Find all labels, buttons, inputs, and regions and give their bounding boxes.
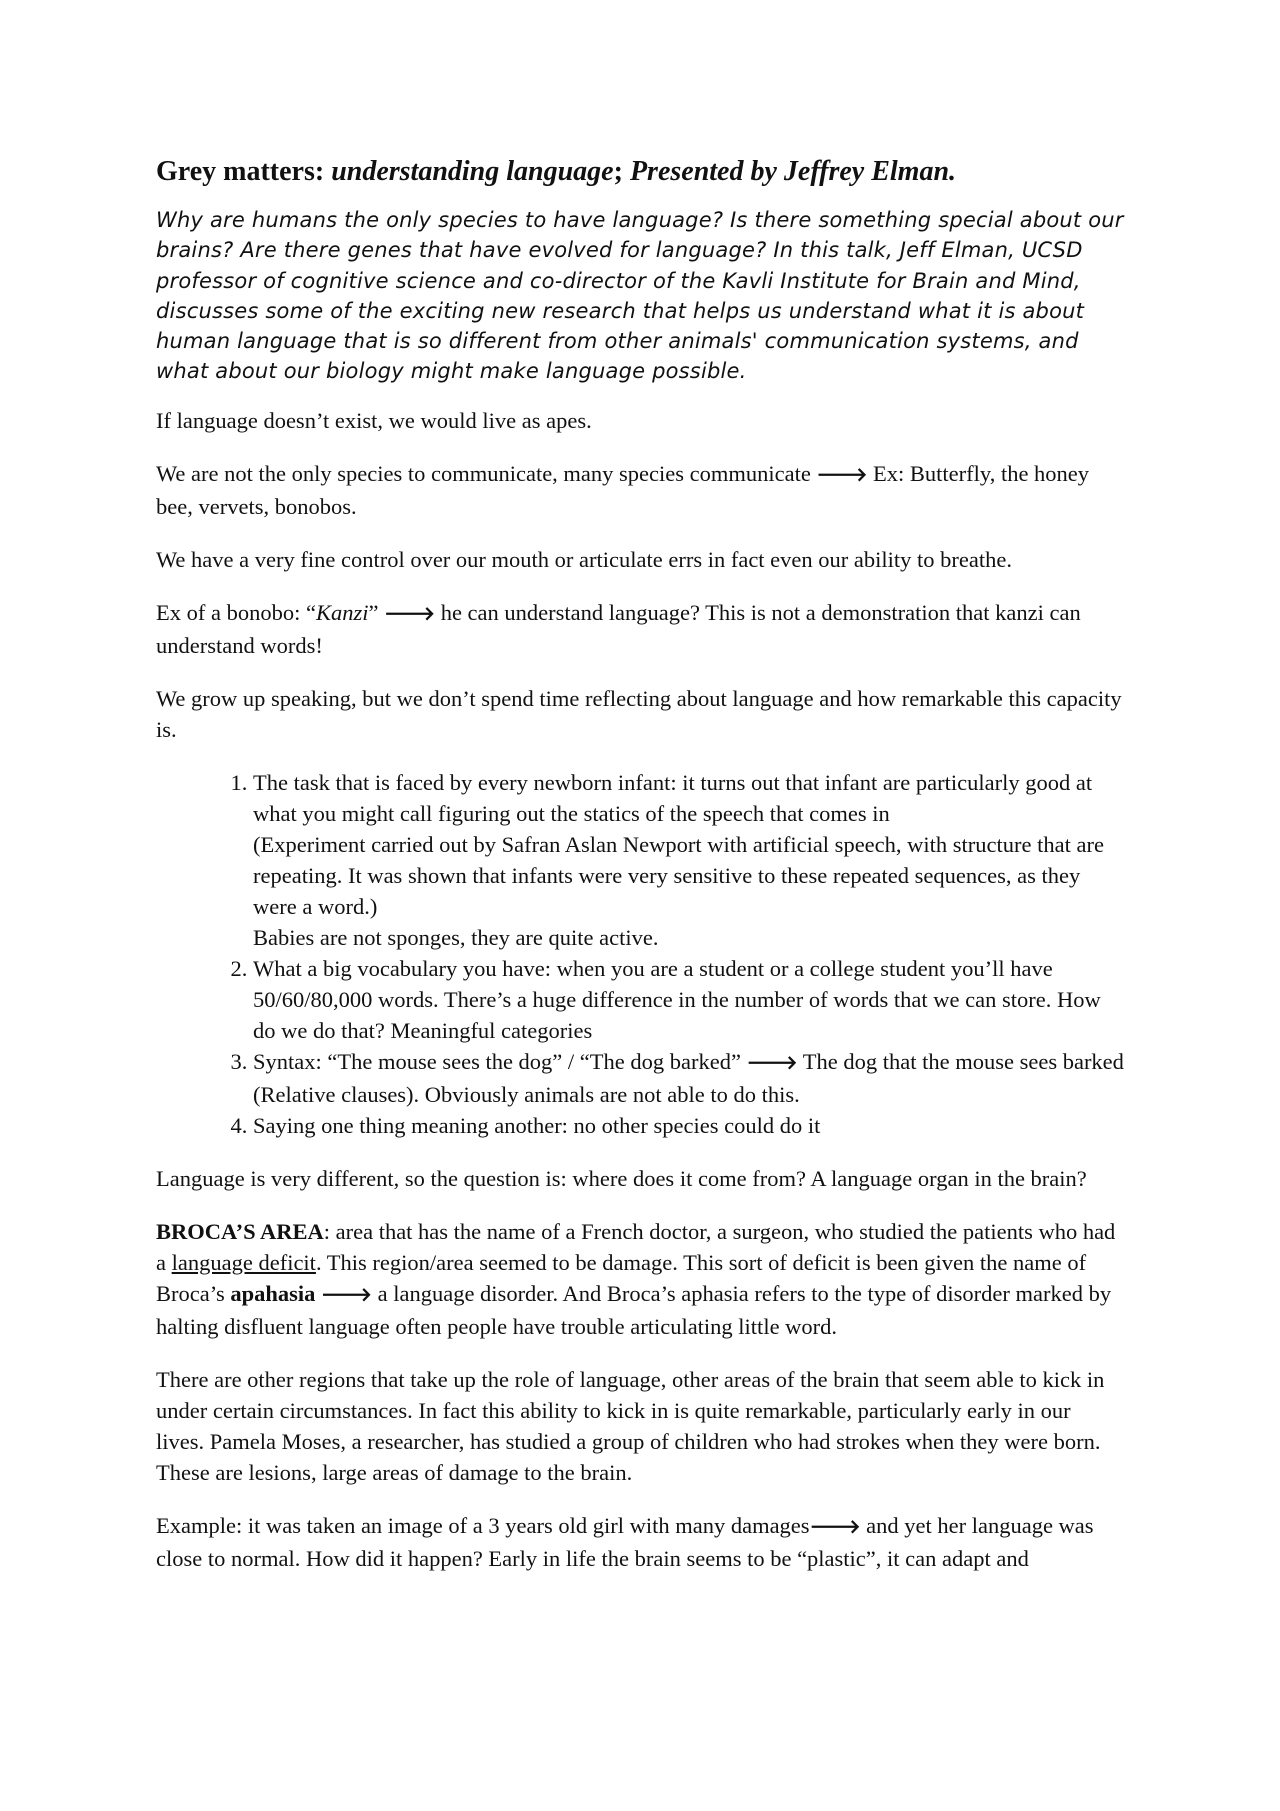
title-sep: ; — [613, 156, 630, 187]
list-item-1-babies: Babies are not sponges, they are quite active. — [253, 924, 659, 950]
kanzi-name: Kanzi — [315, 599, 369, 625]
paragraph-species-text-a: We are not the only species to communicate, many species communicate — [156, 460, 817, 486]
list-item-1-experiment: (Experiment carried out by Safran Aslan Newport with artificial speech, with structure that are repeating. It was shown that infants were very sensitive to these repeated sequences, as they were a word.) — [253, 831, 1104, 919]
paragraph-broca — [156, 1216, 1124, 1342]
list-item-1-text: The task that is faced by every newborn infant: it turns out that infant are particularly good at what you might call figuring out the statics of the speech that comes in — [253, 769, 1093, 826]
paragraph-example — [156, 1510, 1124, 1574]
paragraph-control: We have a very fine control over our mouth or articulate errs in fact even our ability to breathe. — [156, 546, 1012, 572]
abstract-paragraph: Why are humans the only species to have language? Is there something special about our brains? Are there genes that have evolved for language? In this talk, Jeff Elman, UCSD professor of cognitive science and co-director of the Kavli Institute for Brain and Mind, discusses some of the exciting new research that helps us understand what it is about human language that is so different from other animals' communication systems, and what about our biology might make language possible. — [156, 208, 1124, 384]
paragraph-kanzi — [156, 597, 1124, 661]
paragraph-example-text-a: Example: it was taken an image of a 3 years old girl with many damages — [156, 1512, 810, 1538]
arrow-right-icon: 🡒 — [809, 1515, 861, 1538]
arrow-right-icon: 🡒 — [384, 602, 436, 625]
paragraph-kanzi-text-c: he can understand language? This is not a demonstration that kanzi can understand words! — [156, 599, 1081, 658]
paragraph-species-text-b: Ex: Butterfly, the honey bee, vervets, bonobos. — [156, 460, 1090, 519]
list-item: 2. What a big vocabulary you have: when you are a student or a college student you’ll have 50/60/80,000 words. There’s a huge difference in the number of words that we can store. How do we do that? Meaningful categories — [253, 953, 1124, 1046]
paragraph-example-text-b: and yet her language was close to normal. How did it happen? Early in life the brain seems to be “plastic”, it can adapt and — [156, 1512, 1094, 1571]
title-italic: understanding language — [331, 156, 614, 187]
paragraph-other-regions: There are other regions that take up the role of language, other areas of the brain that seem able to kick in under certain circumstances. In fact this ability to kick in is quite remarkable, particularly early in our lives. Pamela Moses, a researcher, has studied a group of children who had strokes when they were born. These are lesions, large areas of damage to the brain. — [156, 1366, 1105, 1485]
arrow-right-icon: 🡒 — [746, 1051, 798, 1074]
arrow-right-icon: 🡒 — [816, 463, 868, 486]
document-title — [156, 155, 1124, 189]
list-item: 4. Saying one thing meaning another: no other species could do it — [253, 1110, 1124, 1141]
paragraph-apes: If language doesn’t exist, we would live as apes. — [156, 407, 592, 433]
list-item-3-text-a: Syntax: “The mouse sees the dog” / “The dog barked” — [253, 1048, 747, 1074]
paragraph-broca-text-a: : area that has the name of a French doctor, a surgeon, who studied the patients who had a — [156, 1218, 1116, 1275]
paragraph-broca-text-c: a language disorder. And Broca’s aphasia refers to the type of disorder marked by halting disfluent language often people have trouble articulating little word. — [156, 1280, 1112, 1339]
paragraph-broca-text-b: . This region/area seemed to be damage. This sort of deficit is been given the name of Broca’s — [156, 1249, 1087, 1306]
paragraph-species — [156, 458, 1124, 522]
paragraph-speaking: We grow up speaking, but we don’t spend time reflecting about language and how remarkable this capacity is. — [156, 685, 1122, 742]
title-presenter: Presented by Jeffrey Elman. — [629, 156, 957, 187]
aphasia-term: apahasia — [230, 1280, 316, 1306]
title-lead: Grey matters: — [156, 156, 332, 187]
arrow-right-icon: 🡒 — [321, 1283, 372, 1306]
paragraph-kanzi-text-a: Ex of a bonobo: “ — [156, 599, 316, 625]
list-item — [253, 1046, 1124, 1110]
broca-heading: BROCA’S AREA — [156, 1218, 324, 1244]
list-item-3-text-b: The dog that the mouse sees barked (Relative clauses). Obviously animals are not able to do this. — [253, 1048, 1124, 1107]
language-deficit-term: language deficit — [171, 1249, 316, 1275]
paragraph-kanzi-text-b: ” — [368, 599, 385, 625]
document-page — [156, 155, 1124, 1596]
numbered-list — [156, 767, 1124, 1141]
list-item — [253, 767, 1124, 953]
paragraph-language-organ: Language is very different, so the question is: where does it come from? A language organ in the brain? — [156, 1165, 1087, 1191]
